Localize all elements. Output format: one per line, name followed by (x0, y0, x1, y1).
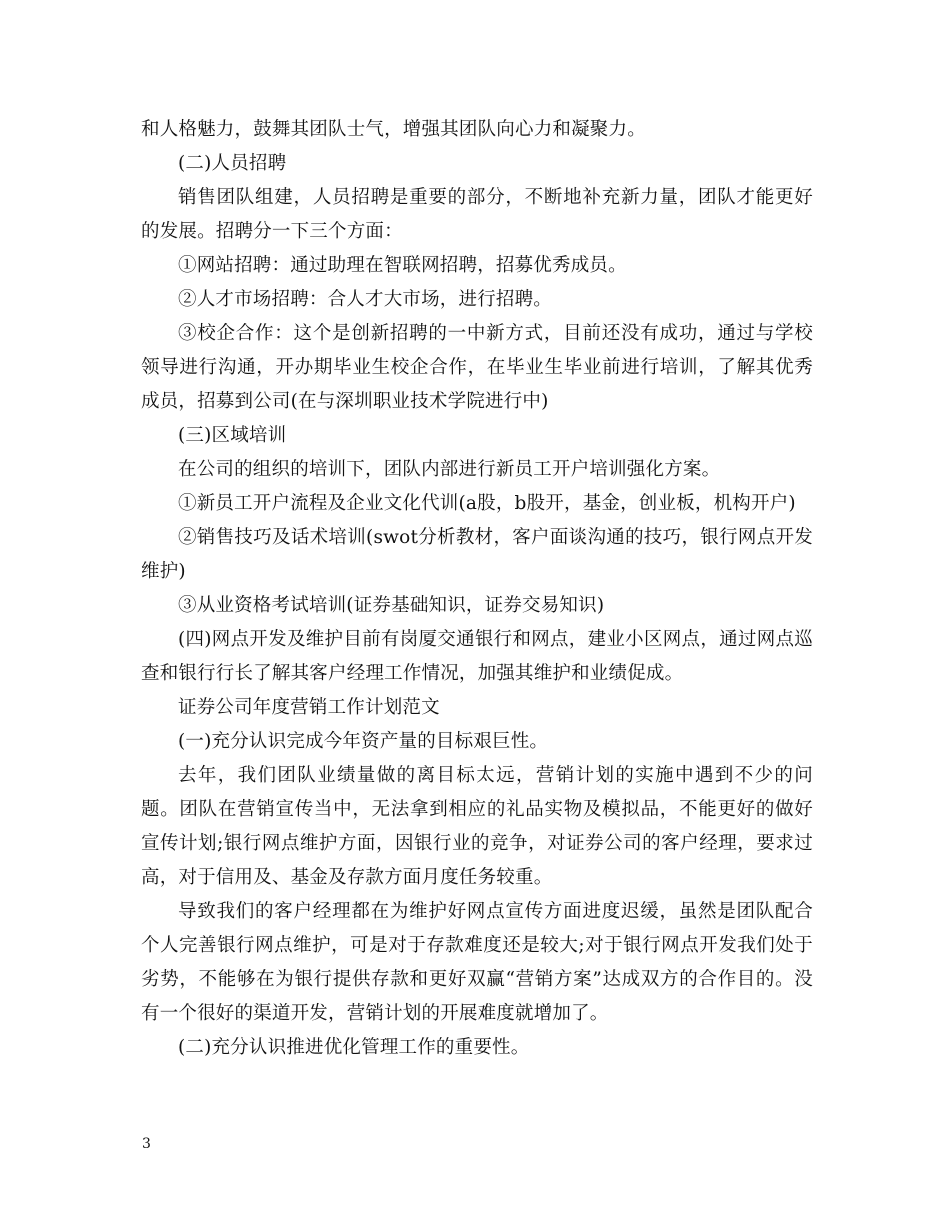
list-item: ②销售技巧及话术培训(swot分析教材，客户面谈沟通的技巧，银行网点开发维护) (141, 527, 813, 582)
document-body (141, 113, 813, 1065)
page-number: 3 (142, 1136, 151, 1152)
list-item: ③从业资格考试培训(证券基础知识，证券交易知识) (178, 595, 605, 616)
paragraph: 和人格魅力，鼓舞其团队士气，增强其团队向心力和凝聚力。 (141, 119, 646, 140)
section-heading: (二)充分认识推进优化管理工作的重要性。 (178, 1037, 530, 1058)
paragraph: (四)网点开发及维护目前有岗厦交通银行和网点，建业小区网点，通过网点巡查和银行行长了解其客户经理工作情况，加强其维护和业绩促成。 (141, 629, 813, 684)
list-item: ③校企合作：这个是创新招聘的一中新方式，目前还没有成功，通过与学校领导进行沟通，开办期毕业生校企合作，在毕业生毕业前进行培训，了解其优秀成员，招募到公司(在与深圳职业技术学院进行中) (141, 323, 813, 412)
section-heading: (二)人员招聘 (178, 153, 287, 174)
section-heading: (一)充分认识完成今年资产量的目标艰巨性。 (178, 731, 549, 752)
paragraph: 去年，我们团队业绩量做的离目标太远，营销计划的实施中遇到不少的问题。团队在营销宣传当中，无法拿到相应的礼品实物及模拟品，不能更好的做好宣传计划;银行网点维护方面，因银行业的竞争，对证券公司的客户经理，要求过高，对于信用及、基金及存款方面月度任务较重。 (141, 765, 813, 888)
section-heading: (三)区域培训 (178, 425, 287, 446)
paragraph: 销售团队组建，人员招聘是重要的部分，不断地补充新力量，团队才能更好的发展。招聘分一下三个方面： (141, 187, 813, 242)
article-title: 证券公司年度营销工作计划范文 (178, 697, 440, 718)
list-item: ②人才市场招聘：合人才大市场，进行招聘。 (178, 289, 553, 310)
list-item: ①网站招聘：通过助理在智联网招聘，招募优秀成员。 (178, 255, 627, 276)
paragraph: 导致我们的客户经理都在为维护好网点宣传方面进度迟缓，虽然是团队配合个人完善银行网点维护，可是对于存款难度还是较大;对于银行网点开发我们处于劣势，不能够在为银行提供存款和更好双赢“营销方案”达成双方的合作目的。没有一个很好的渠道开发，营销计划的开展难度就增加了。 (141, 901, 813, 1024)
list-item: ①新员工开户流程及企业文化代训(a股，b股开，基金，创业板，机构开户) (178, 493, 796, 514)
paragraph: 在公司的组织的培训下，团队内部进行新员工开户培训强化方案。 (178, 459, 721, 480)
